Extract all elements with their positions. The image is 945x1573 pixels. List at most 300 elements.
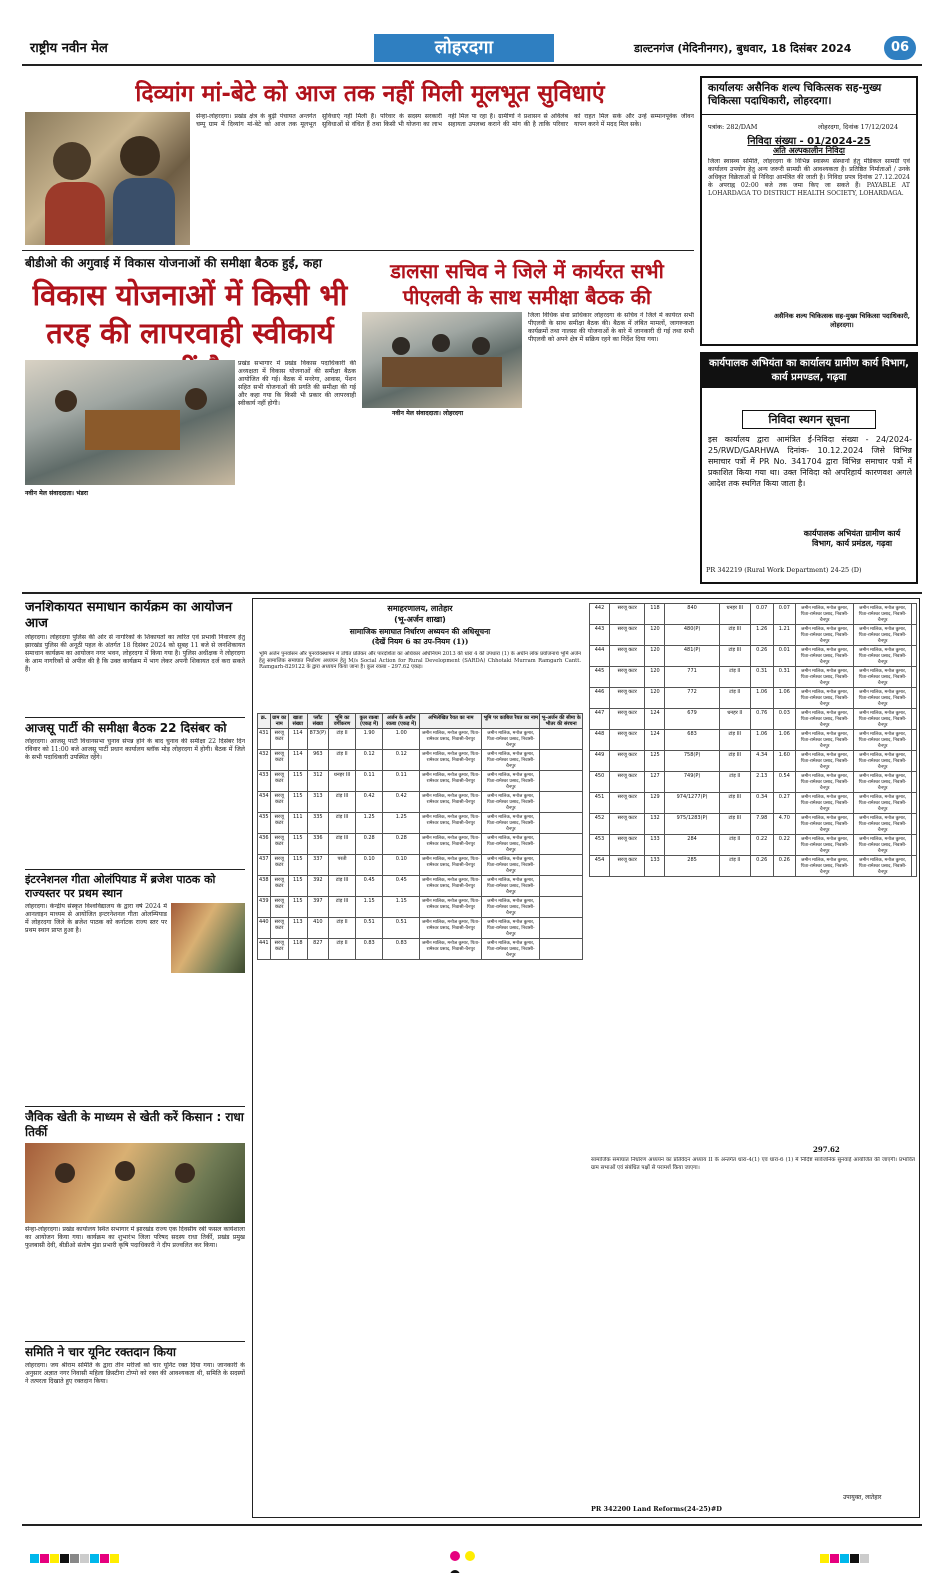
land-row	[590, 835, 917, 856]
land-cell: 453	[590, 835, 610, 856]
land-row	[258, 834, 583, 855]
land-cell: सरजू कटर	[610, 772, 645, 793]
land-cell-owner: जमीन मालिक, मनोज कुमार, पिता-रामेश्वर प्रसाद, निवासी-चैनपुर	[796, 835, 854, 856]
land-cell: 443	[590, 625, 610, 646]
land-cell: 4.70	[773, 814, 796, 835]
land-cell-structure	[912, 814, 917, 835]
notice-health-sign: असैनिक शल्य चिकित्सक सह-मुख्य चिकित्सा पदाधिकारी, लोहरदगा।	[773, 312, 911, 329]
land-cell: 1.00	[383, 729, 420, 750]
land-cell: 974/1277(P)	[665, 793, 719, 814]
land-cell: 120	[645, 667, 665, 688]
land-cell: 446	[590, 688, 610, 709]
notice-health-date: लोहरदगा, दिनांक 17/12/2024	[818, 123, 899, 131]
land-cell: 0.26	[750, 646, 773, 667]
land-cell-owner: जमीन मालिक, मनोज कुमार, पिता-रामेश्वर प्रसाद, निवासी-चैनपुर	[796, 730, 854, 751]
story2-kicker: बीडीओ की अगुवाई में विकास योजनाओं की समीक्षा बैठक हुई, कहा	[25, 256, 322, 270]
land-cell-owner: जमीन मालिक, मनोज कुमार, पिता-रामेश्वर प्रसाद, निवासी-चैनपुर	[796, 709, 854, 730]
land-cell: 313	[307, 792, 329, 813]
land-notice-pr: PR 342200 Land Reforms(24-25)#D	[591, 1505, 722, 1513]
land-cell: 1.25	[356, 813, 383, 834]
story2-caption-text: नवीन मेल संवाददाता। भंडरा	[25, 490, 88, 497]
land-cell: टांड़ III	[719, 646, 750, 667]
land-cell: 1.60	[773, 751, 796, 772]
land-cell: 0.28	[356, 834, 383, 855]
land-table-right-wrap	[589, 603, 917, 1143]
land-cell: 111	[288, 813, 307, 834]
left-story-4-headline: जैविक खेती के माध्यम से खेती करें किसान : राधा तिर्की	[25, 1110, 244, 1139]
land-cell-owner: जमीन मालिक, मनोज कुमार, पिता-रामेश्वर प्रसाद, निवासी-चैनपुर	[420, 855, 482, 876]
land-cell: टांड़ III	[719, 751, 750, 772]
land-cell: 0.07	[750, 604, 773, 625]
land-cell-occupant: जमीन मालिक, मनोज कुमार, पिता-रामेश्वर प्रसाद, निवासी-चैनपुर	[482, 918, 540, 939]
land-cell: 284	[665, 835, 719, 856]
land-row	[590, 709, 917, 730]
land-cell: 0.45	[383, 876, 420, 897]
land-cell-occupant: जमीन मालिक, मनोज कुमार, पिता-रामेश्वर प्रसाद, निवासी-चैनपुर	[854, 604, 912, 625]
land-cell: 285	[665, 856, 719, 877]
land-cell-occupant: जमीन मालिक, मनोज कुमार, पिता-रामेश्वर प्रसाद, निवासी-चैनपुर	[854, 856, 912, 877]
masthead	[22, 34, 922, 64]
land-cell-owner: जमीन मालिक, मनोज कुमार, पिता-रामेश्वर प्रसाद, निवासी-चैनपुर	[796, 856, 854, 877]
land-cell: 0.51	[356, 918, 383, 939]
land-cell-structure	[540, 876, 583, 897]
land-cell-owner: जमीन मालिक, मनोज कुमार, पिता-रामेश्वर प्रसाद, निवासी-चैनपुर	[420, 897, 482, 918]
land-cell: 115	[288, 897, 307, 918]
land-cell-occupant: जमीन मालिक, मनोज कुमार, पिता-रामेश्वर प्रसाद, निवासी-चैनपुर	[854, 730, 912, 751]
left-story-2-headline: आजसू पार्टी की समीक्षा बैठक 22 दिसंबर को	[25, 721, 227, 735]
story3-body: जिला विधिक सेवा प्राधिकार लोहरदगा के सचिव ने जिले में कार्यरत सभी पीएलवी के साथ समीक्षा बैठक की। बैठक में लंबित मामलों, जागरूकता कार्यक्रमों तथा नालसा की योजनाओं के बारे में जानकारी दी गई तथा सभी पीएलवी को अपने क्षेत्र में सक्रिय रहने का निर्देश दिया गया।	[528, 312, 694, 343]
page-number-label: 06	[890, 40, 910, 55]
land-notice-sign: उपायुक्त, लातेहार	[843, 1494, 882, 1501]
land-cell-occupant: जमीन मालिक, मनोज कुमार, पिता-रामेश्वर प्रसाद, निवासी-चैनपुर	[854, 814, 912, 835]
land-cell: 115	[288, 834, 307, 855]
land-notice-intro: भूमि अर्जन पुनर्वासन और पुनर्व्यवस्थापन में उचित प्रतिकर और पारदर्शिता का अधिकार अधिनियम 2013 की धारा 4 की उपधारा (1) के अधीन लोक प्रयोजनार्थ भूमि अर्जन हेतु सामाजिक समाघात निर्धारण अध्ययन हेतु M/s Social Action for Rural Development (SARDA) Chhotaki Murram Ramgarh Cantt. Ramgarh-829122 के द्वारा अध्ययन किया जाना है। कुल रकबा - 297.62 एकड़।	[259, 651, 581, 670]
land-cell: 0.83	[356, 939, 383, 960]
land-cell: 120	[645, 646, 665, 667]
land-cell: 0.26	[750, 856, 773, 877]
land-cell: 1.21	[773, 625, 796, 646]
left-story-1-headline: जनशिकायत समाधान कार्यक्रम का आयोजन आज	[25, 600, 233, 631]
land-row	[590, 646, 917, 667]
land-cell-owner: जमीन मालिक, मनोज कुमार, पिता-रामेश्वर प्रसाद, निवासी-चैनपुर	[420, 771, 482, 792]
land-cell: सरजू कटर	[270, 834, 288, 855]
th-class: भूमि का वर्गीकरण	[329, 714, 356, 729]
land-cell: सरजू कटर	[610, 751, 645, 772]
land-cell: 435	[258, 813, 271, 834]
land-cell: 449	[590, 751, 610, 772]
land-cell-owner: जमीन मालिक, मनोज कुमार, पिता-रामेश्वर प्रसाद, निवासी-चैनपुर	[420, 792, 482, 813]
land-cell-structure	[540, 813, 583, 834]
left-divider-3	[25, 1106, 245, 1107]
left-story-5-body: लोहरदगा। जय श्रीराम समिति के द्वारा तीन मरीजों को चार यूनिट रक्त दिया गया। जानकारी के अनुसार अज्ञात नगर निवासी महिला क्रिस्टीना टोप्पो को रक्त की आवश्यकता थी, समिति के सदस्यों ने तत्परता दिखाते हुए रक्तदान किया।	[25, 1362, 245, 1385]
land-cell-occupant: जमीन मालिक, मनोज कुमार, पिता-रामेश्वर प्रसाद, निवासी-चैनपुर	[854, 625, 912, 646]
land-cell: 115	[288, 771, 307, 792]
th-structure: भू-अर्जन की सीमा के भीतर की संरचना	[541, 715, 581, 727]
story3-caption-text: नवीन मेल संवाददाता। लोहरदगा	[392, 410, 464, 417]
land-cell: 758(P)	[665, 751, 719, 772]
land-cell: 433	[258, 771, 271, 792]
page-number	[884, 36, 916, 60]
land-row	[590, 730, 917, 751]
notice-rwd-office: कार्यपालक अभियंता का कार्यालय ग्रामीण कार्य विभाग, कार्य प्रमण्डल, गढ़वा	[702, 354, 916, 388]
land-cell: सरजू कटर	[610, 709, 645, 730]
notice-rwd-body: इस कार्यालय द्वारा आमंत्रित ई-निविदा संख्या - 24/2024-25/RWD/GARHWA दिनांक- 10.12.2024 जिसे विभिन्न समाचार पत्रों में PR No. 341704 द्वारा विभिन्न समाचार पत्रों में प्रकाशित किया गया था। उक्त निविदा को अपरिहार्य कारणवश अगले आदेश तक स्थगित किया जाता है।	[708, 435, 912, 488]
land-cell: 0.03	[773, 709, 796, 730]
land-cell: 410	[307, 918, 329, 939]
land-cell: 0.01	[773, 646, 796, 667]
left-story-3-body: लोहरदगा। केन्द्रीय संस्कृत विश्वविद्यालय के द्वारा वर्ष 2024 में आनलाइन माध्यम से आयोजित इन्टरनेशनल गीता ओलम्पियाड में लोहरदगा जिले के ब्रजेश पाठक को कर्नाटक राज्य स्तर पर प्रथम स्थान प्राप्त हुआ है।	[25, 903, 167, 934]
land-cell: 481(P)	[665, 646, 719, 667]
land-cell: टांड़ II	[719, 772, 750, 793]
land-row	[258, 813, 583, 834]
land-cell: 683	[665, 730, 719, 751]
land-cell-occupant: जमीन मालिक, मनोज कुमार, पिता-रामेश्वर प्रसाद, निवासी-चैनपुर	[854, 772, 912, 793]
notice-health-title: निविदा संख्या - 01/2024-25	[747, 136, 871, 147]
land-total	[813, 1145, 840, 1154]
land-cell-structure	[540, 897, 583, 918]
land-cell: 434	[258, 792, 271, 813]
land-cell: 963	[307, 750, 329, 771]
land-cell-owner: जमीन मालिक, मनोज कुमार, पिता-रामेश्वर प्रसाद, निवासी-चैनपुर	[420, 876, 482, 897]
land-cell: 127	[645, 772, 665, 793]
land-cell: धनहर II	[719, 709, 750, 730]
land-cell-owner: जमीन मालिक, मनोज कुमार, पिता-रामेश्वर प्रसाद, निवासी-चैनपुर	[420, 813, 482, 834]
land-cell: टांड़ III	[719, 793, 750, 814]
land-cell: 749(P)	[665, 772, 719, 793]
land-cell: 0.76	[750, 709, 773, 730]
left-story-3-photo	[171, 903, 245, 973]
land-cell: परती	[329, 855, 356, 876]
land-cell: 1.15	[356, 897, 383, 918]
story1-photo	[25, 112, 190, 245]
land-cell: 454	[590, 856, 610, 877]
land-cell: सरजू कटर	[270, 918, 288, 939]
land-cell-occupant: जमीन मालिक, मनोज कुमार, पिता-रामेश्वर प्रसाद, निवासी-चैनपुर	[854, 688, 912, 709]
land-cell: 125	[645, 751, 665, 772]
land-cell: 442	[590, 604, 610, 625]
land-cell: 437	[258, 855, 271, 876]
land-cell-structure	[912, 856, 917, 877]
land-cell-occupant: जमीन मालिक, मनोज कुमार, पिता-रामेश्वर प्रसाद, निवासी-चैनपुर	[854, 667, 912, 688]
land-cell: सरजू कटर	[270, 729, 288, 750]
left-column	[25, 600, 245, 1540]
land-row	[590, 625, 917, 646]
land-cell: 133	[645, 856, 665, 877]
land-cell-occupant: जमीन मालिक, मनोज कुमार, पिता-रामेश्वर प्रसाद, निवासी-चैनपुर	[482, 771, 540, 792]
land-cell-occupant: जमीन मालिक, मनोज कुमार, पिता-रामेश्वर प्रसाद, निवासी-चैनपुर	[854, 835, 912, 856]
left-story-4-photo	[25, 1143, 245, 1223]
land-cell: 0.10	[356, 855, 383, 876]
land-cell: 0.31	[773, 667, 796, 688]
section-title	[374, 34, 554, 62]
land-table-left-body	[258, 729, 583, 960]
land-cell: 124	[645, 709, 665, 730]
land-cell-structure	[912, 793, 917, 814]
left-divider-2	[25, 869, 245, 870]
land-cell: 312	[307, 771, 329, 792]
land-cell: 0.12	[356, 750, 383, 771]
land-cell: 439	[258, 897, 271, 918]
land-cell-structure	[540, 855, 583, 876]
land-cell: 0.26	[773, 856, 796, 877]
land-row	[590, 688, 917, 709]
land-cell: 452	[590, 814, 610, 835]
land-row	[590, 751, 917, 772]
notice-health-patrank: पत्रांक: 282/DAM	[708, 123, 758, 131]
land-cell: 1.06	[773, 688, 796, 709]
land-cell: सरजू कटर	[610, 688, 645, 709]
land-cell: 337	[307, 855, 329, 876]
land-cell: टांड़ III	[329, 897, 356, 918]
land-cell: 432	[258, 750, 271, 771]
land-cell-occupant: जमीन मालिक, मनोज कुमार, पिता-रामेश्वर प्रसाद, निवासी-चैनपुर	[854, 709, 912, 730]
land-cell: 0.10	[383, 855, 420, 876]
land-cell-owner: जमीन मालिक, मनोज कुमार, पिता-रामेश्वर प्रसाद, निवासी-चैनपुर	[420, 750, 482, 771]
dateline: डाल्टनगंज (मेदिनीनगर), बुधवार, 18 दिसंबर 2024	[634, 42, 852, 55]
notice-rwd-sign: कार्यपालक अभियंता ग्रामीण कार्य विभाग, कार्य प्रमंडल, गढ़वा	[803, 528, 901, 548]
land-cell-occupant: जमीन मालिक, मनोज कुमार, पिता-रामेश्वर प्रसाद, निवासी-चैनपुर	[482, 750, 540, 771]
land-row	[590, 604, 917, 625]
land-cell: टांड़ III	[329, 876, 356, 897]
story2-headline: विकास योजनाओं में किसी भी तरह की लापरवाही स्वीकार्य	[32, 278, 348, 350]
land-row	[258, 792, 583, 813]
land-cell: टांड़ III	[719, 814, 750, 835]
footer-rule	[22, 1524, 922, 1526]
land-cell: 1.15	[383, 897, 420, 918]
land-cell-occupant: जमीन मालिक, मनोज कुमार, पिता-रामेश्वर प्रसाद, निवासी-चैनपुर	[854, 646, 912, 667]
land-cell: 840	[665, 604, 719, 625]
land-cell-owner: जमीन मालिक, मनोज कुमार, पिता-रामेश्वर प्रसाद, निवासी-चैनपुर	[796, 814, 854, 835]
land-cell: सरजू कटर	[610, 793, 645, 814]
land-cell: 0.27	[773, 793, 796, 814]
left-story-2-body: लोहरदगा। आजसू पार्टी विधानसभा चुनाव संपन्न होने के बाद चुनाव की समीक्षा 22 दिसंबर दिन रविवार को 11:00 बजे आजसू पार्टी प्रधान कार्यालय ब्लॉक मोड़ लोहरदगा में होगी। बैठक में जिले के सभी पदाधिकारी उपस्थित रहेंगे।	[25, 738, 245, 761]
land-row	[258, 876, 583, 897]
land-cell-occupant: जमीन मालिक, मनोज कुमार, पिता-रामेश्वर प्रसाद, निवासी-चैनपुर	[482, 813, 540, 834]
land-cell-occupant: जमीन मालिक, मनोज कुमार, पिता-रामेश्वर प्रसाद, निवासी-चैनपुर	[482, 792, 540, 813]
land-cell: सरजू कटर	[610, 646, 645, 667]
land-cell-structure	[912, 835, 917, 856]
land-row	[590, 793, 917, 814]
land-table-left-wrap	[257, 713, 583, 1513]
th-plot: प्लॉट संख्या	[307, 714, 329, 729]
th-serial: क्र.	[258, 714, 271, 729]
land-cell: टांड़ III	[329, 792, 356, 813]
land-cell: 1.26	[750, 625, 773, 646]
land-cell: टांड़ III	[719, 730, 750, 751]
paper-name: राष्ट्रीय नवीन मेल	[30, 41, 108, 56]
land-cell: 120	[645, 688, 665, 709]
story3-headline: डालसा सचिव ने जिले में कार्यरत सभी पीएलवी के साथ समीक्षा बैठक की	[390, 259, 664, 309]
land-cell: सरजू कटर	[270, 897, 288, 918]
land-cell: टांड़ II	[719, 688, 750, 709]
land-cell: 771	[665, 667, 719, 688]
land-row	[258, 918, 583, 939]
land-cell: 392	[307, 876, 329, 897]
section-label: लोहरदगा	[434, 37, 494, 58]
land-cell: 827	[307, 939, 329, 960]
left-story-4-body: सेन्हा-लोहरदगा। प्रखंड कार्यालय स्थित सभागार में झारखंड राज्य एक दिवसीय रबी फसल कार्यशाला का आयोजन किया गया। कार्यक्रम का शुभारंभ जिला परिषद सदस्य राधा तिर्की, प्रखंड प्रमुख फुलबासी देवी, बीडीओ संतोष मुंडा प्रभारी कृषि पदाधिकारी ने दीप प्रज्वलित कर किया।	[25, 1226, 245, 1249]
section-divider	[22, 592, 922, 594]
land-cell: सरजू कटर	[270, 771, 288, 792]
land-cell-owner: जमीन मालिक, मनोज कुमार, पिता-रामेश्वर प्रसाद, निवासी-चैनपुर	[796, 772, 854, 793]
land-cell: 0.11	[383, 771, 420, 792]
story2-photo	[25, 360, 235, 485]
land-cell: 438	[258, 876, 271, 897]
land-table-right-body	[590, 604, 917, 877]
land-cell: धनहर III	[329, 771, 356, 792]
notice-rwd-pr: PR 342219 (Rural Work Department) 24-25 (D)	[706, 566, 862, 574]
notice-health-body: जिला स्वास्थ्य समिति, लोहरदगा के विभिन्न स्वास्थ्य संस्थानों हेतु मेडिकल सामग्री एवं कार्यालय उपयोग हेतु अन्य जरूरी सामग्री की आवश्यकता है। प्रतिष्ठित निर्माताओं / उनके अधिकृत विक्रेताओं से निविदा आमंत्रित की जाती है। निविदा प्रपत्र दिनांक 27.12.2024 के अपराह्न 02:00 बजे तक जमा किए जा सकते हैं। PAYABLE AT LOHARDAGA TO DISTRICT HEALTH SOCIETY, LOHARDAGA.	[708, 158, 910, 197]
land-cell-occupant: जमीन मालिक, मनोज कुमार, पिता-रामेश्वर प्रसाद, निवासी-चैनपुर	[482, 729, 540, 750]
left-divider-1	[25, 717, 245, 718]
land-cell: सरजू कटर	[610, 835, 645, 856]
land-row	[258, 729, 583, 750]
land-cell-occupant: जमीन मालिक, मनोज कुमार, पिता-रामेश्वर प्रसाद, निवासी-चैनपुर	[482, 939, 540, 960]
notice-health	[700, 76, 918, 346]
land-cell-structure	[912, 772, 917, 793]
land-cell: 445	[590, 667, 610, 688]
land-cell: 1.06	[750, 688, 773, 709]
land-cell: 975/1283(P)	[665, 814, 719, 835]
land-cell-owner: जमीन मालिक, मनोज कुमार, पिता-रामेश्वर प्रसाद, निवासी-चैनपुर	[420, 939, 482, 960]
story3-photo	[362, 312, 522, 408]
land-cell: सरजू कटर	[270, 750, 288, 771]
land-cell: टांड़ III	[719, 625, 750, 646]
land-notice-title: सामाजिक समाघात निर्धारण अध्ययन की अधिसूचना	[349, 627, 491, 636]
land-cell: टांड़ III	[329, 813, 356, 834]
land-cell-occupant: जमीन मालिक, मनोज कुमार, पिता-रामेश्वर प्रसाद, निवासी-चैनपुर	[482, 834, 540, 855]
land-cell-structure	[540, 834, 583, 855]
land-row	[590, 667, 917, 688]
th-khata: खाता संख्या	[288, 714, 307, 729]
land-cell-structure	[912, 646, 917, 667]
land-notice	[252, 598, 920, 1518]
land-cell: सरजू कटर	[610, 730, 645, 751]
land-cell: टांड़ II	[719, 667, 750, 688]
land-row	[590, 856, 917, 877]
land-notice-subtitle: (देखें नियम 6 का उप-नियम (1))	[371, 637, 469, 646]
land-cell: 124	[645, 730, 665, 751]
land-cell-structure	[912, 667, 917, 688]
land-cell: 132	[645, 814, 665, 835]
land-cell-structure	[540, 939, 583, 960]
land-cell-structure	[912, 604, 917, 625]
land-cell-structure	[540, 792, 583, 813]
land-cell: 0.42	[383, 792, 420, 813]
land-row	[258, 939, 583, 960]
land-cell: टांड़ II	[329, 750, 356, 771]
land-cell: 679	[665, 709, 719, 730]
land-cell: 114	[288, 750, 307, 771]
land-row	[590, 814, 917, 835]
land-cell-structure	[540, 750, 583, 771]
land-cell: 0.34	[750, 793, 773, 814]
left-story-5-headline: समिति ने चार यूनिट रक्तदान किया	[25, 1345, 177, 1359]
land-cell: 120	[645, 625, 665, 646]
land-cell: सरजू कटर	[270, 855, 288, 876]
land-cell: 397	[307, 897, 329, 918]
land-table-right	[589, 603, 917, 877]
land-cell: 0.42	[356, 792, 383, 813]
land-cell: टांड़ II	[329, 939, 356, 960]
land-cell-owner: जमीन मालिक, मनोज कुमार, पिता-रामेश्वर प्रसाद, निवासी-चैनपुर	[796, 688, 854, 709]
story3-photo-caption	[392, 410, 542, 418]
land-cell: 115	[288, 876, 307, 897]
land-cell: 1.06	[750, 730, 773, 751]
land-cell: सरजू कटर	[610, 625, 645, 646]
land-cell: 1.06	[773, 730, 796, 751]
land-cell-occupant: जमीन मालिक, मनोज कुमार, पिता-रामेश्वर प्रसाद, निवासी-चैनपुर	[854, 751, 912, 772]
land-cell: 0.28	[383, 834, 420, 855]
land-cell-owner: जमीन मालिक, मनोज कुमार, पिता-रामेश्वर प्रसाद, निवासी-चैनपुर	[796, 667, 854, 688]
land-cell: 0.31	[750, 667, 773, 688]
land-cell: 441	[258, 939, 271, 960]
land-cell: 114	[288, 729, 307, 750]
land-cell: 118	[645, 604, 665, 625]
land-cell: 335	[307, 813, 329, 834]
land-cell: टांड़ II	[329, 729, 356, 750]
land-cell: 115	[288, 792, 307, 813]
land-cell: 118	[288, 939, 307, 960]
th-occupant: भूमि पर काबिज रैयत का नाम	[482, 714, 540, 729]
th-total-area: कुल रकबा (एकड़ में)	[356, 714, 383, 729]
land-cell: सरजू कटर	[610, 814, 645, 835]
land-cell: 0.11	[356, 771, 383, 792]
land-notice-footer: सामाजिक समाघात निर्धारण अध्ययन का प्रतिवेदन अध्याय II के अन्तर्गत धारा-4(1) एवं धारा-6 (1) में निर्दिष्ट सार्वजनिक सुनवाई आयोजित की जाएगी। प्रभावित ग्राम सभाओं एवं संबंधित पक्षों से परामर्श किया जाएगा।	[591, 1157, 915, 1171]
land-cell: सरजू कटर	[610, 856, 645, 877]
th-village: ग्राम का नाम	[270, 714, 288, 729]
land-row	[258, 855, 583, 876]
land-cell-occupant: जमीन मालिक, मनोज कुमार, पिता-रामेश्वर प्रसाद, निवासी-चैनपुर	[854, 793, 912, 814]
land-cell-owner: जमीन मालिक, मनोज कुमार, पिता-रामेश्वर प्रसाद, निवासी-चैनपुर	[420, 834, 482, 855]
left-story-3-headline: इंटरनेशनल गीता ओलंपियाड में ब्रजेश पाठक को राज्यस्तर पर प्रथम स्थान	[25, 873, 216, 900]
land-cell: 0.12	[383, 750, 420, 771]
land-cell: 431	[258, 729, 271, 750]
masthead-rule	[22, 64, 922, 66]
land-cell: 7.98	[750, 814, 773, 835]
land-cell: सरजू कटर	[270, 813, 288, 834]
land-cell: 448	[590, 730, 610, 751]
story2-photo-caption	[25, 490, 117, 498]
land-cell: 113	[288, 918, 307, 939]
land-table-left-header	[258, 714, 583, 729]
land-cell: 0.54	[773, 772, 796, 793]
land-cell: धनहर III	[719, 604, 750, 625]
land-cell: सरजू कटर	[610, 604, 645, 625]
notice-health-rule	[702, 114, 916, 115]
notice-health-subtitle: अति अल्पकालीन निविदा	[773, 145, 845, 155]
land-cell-structure	[912, 688, 917, 709]
land-cell: 115	[288, 855, 307, 876]
land-cell-occupant: जमीन मालिक, मनोज कुमार, पिता-रामेश्वर प्रसाद, निवासी-चैनपुर	[482, 876, 540, 897]
land-cell: 451	[590, 793, 610, 814]
land-cell-occupant: जमीन मालिक, मनोज कुमार, पिता-रामेश्वर प्रसाद, निवासी-चैनपुर	[482, 897, 540, 918]
land-cell: सरजू कटर	[270, 792, 288, 813]
land-cell: 133	[645, 835, 665, 856]
notice-health-office: कार्यालयः असैनिक शल्य चिकित्सक सह-मुख्य चिकित्सा पदाधिकारी, लोहरदगा।	[708, 82, 882, 107]
land-cell-structure	[912, 709, 917, 730]
land-cell: 444	[590, 646, 610, 667]
land-cell: 447	[590, 709, 610, 730]
land-cell: 0.07	[773, 604, 796, 625]
land-cell-structure	[540, 918, 583, 939]
land-cell-owner: जमीन मालिक, मनोज कुमार, पिता-रामेश्वर प्रसाद, निवासी-चैनपुर	[796, 751, 854, 772]
land-total-value: 297.62	[813, 1145, 840, 1154]
land-cell: 4.34	[750, 751, 773, 772]
land-cell: 0.22	[750, 835, 773, 856]
land-cell: 450	[590, 772, 610, 793]
land-row	[258, 750, 583, 771]
